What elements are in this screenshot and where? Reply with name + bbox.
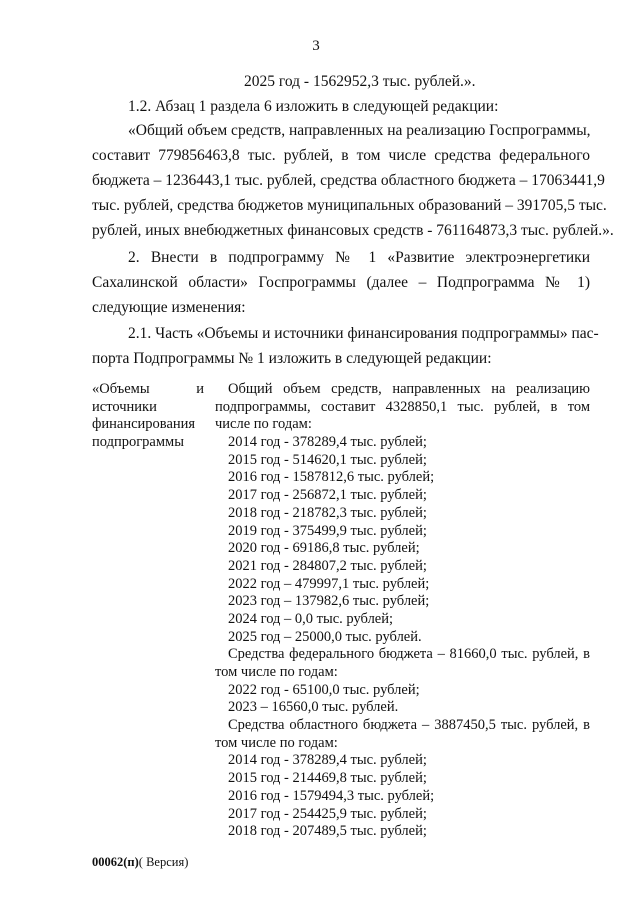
passport-label-word: «Объемы: [92, 381, 150, 397]
federal-year-line: 2023 – 16560,0 тыс. рублей.: [228, 699, 399, 716]
regional-year-line: 2014 год - 378289,4 тыс. рублей;: [228, 752, 427, 769]
passport-label-word: источники: [92, 398, 157, 415]
paragraph-line: следующие изменения:: [92, 299, 246, 316]
year-total-line: 2023 год – 137982,6 тыс. рублей;: [228, 593, 430, 610]
document-code: 00062(п): [92, 855, 139, 869]
paragraph-line: 2.1. Часть «Объемы и источники финансирования подпрограммы» пас-: [128, 325, 599, 342]
year-total-line: 2021 год - 284807,2 тыс. рублей;: [228, 557, 427, 574]
passport-intro-line: подпрограммы, составит 4328850,1 тыс. рублей, в том: [215, 398, 590, 415]
regional-year-line: 2018 год - 207489,5 тыс. рублей;: [228, 823, 427, 840]
regional-intro-line: том числе по годам:: [215, 734, 338, 751]
passport-label-first-row: [92, 381, 204, 399]
paragraph-line: «Общий объем средств, направленных на реализацию Госпрограммы,: [128, 122, 591, 139]
passport-label-word: подпрограммы: [92, 434, 184, 451]
paragraph-line: порта Подпрограммы № 1 изложить в следующей редакции:: [92, 350, 492, 367]
paragraph-line: бюджета – 1236443,1 тыс. рублей, средства областного бюджета – 17063441,9: [92, 172, 605, 189]
year-total-line: 2024 год – 0,0 тыс. рублей;: [228, 610, 394, 627]
year-total-line: 2020 год - 69186,8 тыс. рублей;: [228, 540, 420, 557]
text-line-section-1-2: 1.2. Абзац 1 раздела 6 изложить в следующей редакции:: [128, 98, 499, 115]
footer-code: [92, 855, 188, 870]
federal-intro-line: Средства федерального бюджета – 81660,0 тыс. рублей, в: [228, 646, 590, 663]
text-line-2025: 2025 год - 1562952,3 тыс. рублей.».: [244, 73, 476, 90]
federal-year-line: 2022 год - 65100,0 тыс. рублей;: [228, 681, 420, 698]
year-total-line: 2018 год - 218782,3 тыс. рублей;: [228, 504, 427, 521]
document-version: ( Версия): [138, 855, 189, 869]
regional-year-line: 2016 год - 1579494,3 тыс. рублей;: [228, 787, 435, 804]
paragraph-line: 2. Внести в подпрограмму № 1 «Развитие электроэнергетики: [128, 249, 590, 266]
passport-intro-line: числе по годам:: [215, 416, 312, 433]
regional-year-line: 2017 год - 254425,9 тыс. рублей;: [228, 805, 427, 822]
year-total-line: 2015 год - 514620,1 тыс. рублей;: [228, 451, 427, 468]
paragraph-line: тыс. рублей, средства бюджетов муниципальных образований – 391705,5 тыс.: [92, 197, 607, 214]
year-total-line: 2025 год – 25000,0 тыс. рублей.: [228, 628, 422, 645]
paragraph-line: рублей, иных внебюджетных финансовых средств - 761164873,3 тыс. рублей.».: [92, 222, 614, 239]
page-number: 3: [312, 38, 320, 54]
paragraph-line: составит 779856463,8 тыс. рублей, в том числе средства федерального: [92, 147, 590, 164]
regional-year-line: 2015 год - 214469,8 тыс. рублей;: [228, 770, 427, 787]
paragraph-line: Сахалинской области» Госпрограммы (далее – Подпрограмма № 1): [92, 274, 590, 291]
year-total-line: 2019 год - 375499,9 тыс. рублей;: [228, 522, 427, 539]
passport-body: [215, 381, 590, 841]
passport-intro-line: Общий объем средств, направленных на реализацию: [228, 381, 590, 397]
passport-label-word: финансирования: [92, 416, 196, 433]
regional-intro-line: Средства областного бюджета – 3887450,5 тыс. рублей, в: [228, 717, 590, 734]
year-total-line: 2017 год - 256872,1 тыс. рублей;: [228, 487, 427, 504]
passport-label: [92, 381, 210, 452]
year-total-line: 2014 год - 378289,4 тыс. рублей;: [228, 434, 427, 451]
passport-label-and: и: [196, 381, 204, 397]
year-total-line: 2022 год – 479997,1 тыс. рублей;: [228, 575, 430, 592]
year-total-line: 2016 год - 1587812,6 тыс. рублей;: [228, 469, 435, 486]
federal-intro-line: том числе по годам:: [215, 664, 338, 680]
